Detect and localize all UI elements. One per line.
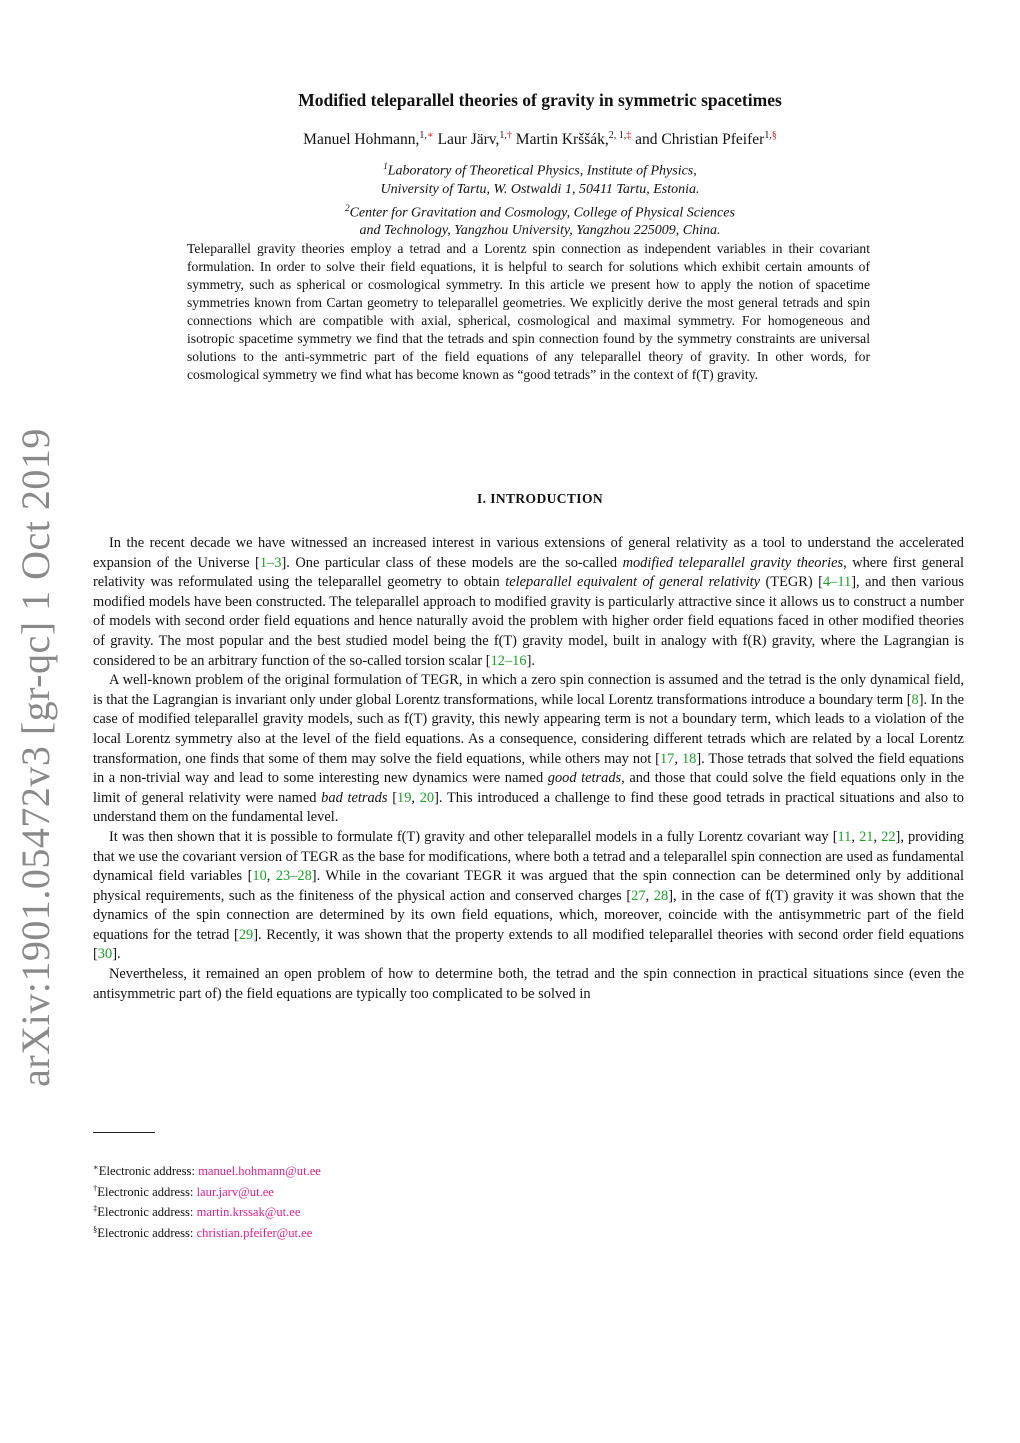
text-run: Nevertheless, it remained an open problem of how to determine both, the tetrad and the spin connection in practical situations since (even the antisymmetric part of) the field equations are typically too complicated to be solved in	[93, 966, 964, 1002]
citation-link[interactable]: 20	[419, 789, 435, 806]
citation-link[interactable]: 12–16	[490, 652, 527, 669]
text-run: , where first general relativity was reformulated using the teleparallel geometry to obtain	[93, 554, 964, 591]
text-run: It was then shown that it is possible to formulate f(T) gravity and other teleparallel models in a fully Lorentz covariant way [	[109, 828, 838, 845]
author-affiliation-sup: 2, 1,	[608, 130, 627, 141]
footnote-label: Electronic address:	[97, 1184, 197, 1199]
citation-link[interactable]: 22	[881, 828, 896, 845]
footnote-label: Electronic address:	[97, 1225, 197, 1240]
text-run: ], providing that we use the covariant version of TEGR as the base for modifications, where both a tetrad and a teleparallel spin connection are used as fundamental dynamical field variables [	[93, 828, 964, 885]
text-run: ]. Recently, it was shown that the property extends to all modified teleparallel theories with second order field equations [	[93, 926, 964, 963]
citation-link[interactable]: 19	[397, 789, 412, 806]
author-mark[interactable]: §	[771, 130, 777, 141]
footnote	[93, 1200, 693, 1221]
footnote	[93, 1221, 693, 1242]
citation-link[interactable]: 23–28	[275, 868, 312, 885]
affiliation-sup: 1	[383, 161, 388, 171]
footnote-label: Electronic address:	[97, 1205, 197, 1220]
citation-link[interactable]: 8	[911, 691, 919, 708]
email-link[interactable]: martin.krssak@ut.ee	[196, 1205, 301, 1220]
citation-link[interactable]: 27	[631, 887, 646, 904]
paragraph	[93, 828, 964, 965]
author-list	[90, 130, 990, 149]
text-run: A well-known problem of the original formulation of TEGR, in which a zero spin connection is assumed and the tetrad is the only dynamical field, is that the Lagrangian is invariant only under global Lorentz transformations, while local Lorentz transformations introduce a boundary term [	[93, 672, 964, 708]
text-run: ,	[851, 828, 860, 845]
paragraph	[93, 671, 964, 828]
citation-link[interactable]: 10	[252, 868, 267, 885]
footnote-divider	[93, 1132, 155, 1133]
emphasis: teleparallel equivalent of general relativity	[505, 574, 761, 591]
citation-link[interactable]: 18	[681, 750, 697, 767]
text-run: (TEGR) [	[760, 574, 823, 591]
text-run: ]. This introduced a challenge to find these good tetrads in practical situations and also to understand them on the fundamental level.	[93, 789, 964, 826]
text-run: ].	[112, 946, 121, 963]
introduction-body	[93, 534, 964, 1004]
emphasis: good tetrads	[547, 770, 622, 787]
citation-link[interactable]: 1–3	[259, 554, 282, 571]
author-name: Laur Järv,	[437, 131, 500, 149]
text-run: ,	[674, 750, 682, 767]
text-run: ,	[645, 887, 654, 904]
paper-title: Modified teleparallel theories of gravity in symmetric spacetimes	[298, 90, 782, 110]
author-mark[interactable]: ∗	[426, 130, 434, 141]
text-run: ,	[411, 789, 420, 806]
author-name: Martin Krššák,	[515, 131, 609, 149]
footnote-mark: †	[93, 1182, 98, 1193]
text-run: , and those that could solve the field equations only in the limit of general relativity were named	[93, 770, 965, 806]
text-run: ].	[526, 652, 535, 669]
section-heading: I. INTRODUCTION	[476, 491, 604, 506]
affiliations	[120, 157, 960, 240]
email-link[interactable]: christian.pfeifer@ut.ee	[196, 1225, 313, 1240]
text-run: ]. While in the covariant TEGR it was argued that the spin connection can be determined only by additional physical requirements, such as the finiteness of the physical action and conserved charges [	[93, 868, 965, 904]
affiliation-text: Center for Gravitation and Cosmology, College of Physical Sciences	[349, 205, 735, 221]
citation-link[interactable]: 29	[238, 926, 254, 943]
footnote-mark: ‡	[93, 1203, 98, 1214]
text-run: ], in the case of f(T) gravity it was shown that the dynamics of the spin connection are determined by its own field equations, which, moreover, coincide with the antisymmetric part of the field equations for the tetrad [	[93, 887, 965, 943]
text-run: ], and then various modified models have been constructed. The teleparallel approach to modified gravity is particularly attractive since it allows us to construct a number of models with second order field equations and hence naturally avoid the problem with higher order field equations faced in other modified theories of gravity. The most popular and the best studied model being the f(T) gravity model, built in analogy with f(R) gravity, where the Lagrangian is considered to be an arbitrary function of the so-called torsion scalar [	[93, 574, 964, 669]
footnotes	[93, 1159, 693, 1241]
text-run: ]. In the case of modified teleparallel gravity models, such as f(T) gravity, this newly appearing term is not a boundary term, which leads to a violation of the local Lorentz symmetry also at the level of the field equations. As a consequence, considering different tetrads which are related by a local Lorentz transformation, one finds that some of them may solve the field equations, while others may not [	[93, 691, 965, 767]
text-run: In the recent decade we have witnessed an increased interest in various extensions of general relativity as a tool to understand the accelerated expansion of the Universe [	[93, 535, 964, 571]
citation-link[interactable]: 17	[659, 750, 675, 767]
text-run: ]. Those tetrads that solved the field equations in a non-trivial way and lead to some interesting new dynamics were named	[93, 750, 964, 787]
email-link[interactable]: laur.jarv@ut.ee	[196, 1184, 274, 1199]
author-mark[interactable]: ‡	[626, 130, 632, 141]
emphasis: modified teleparallel gravity theories	[622, 554, 844, 571]
author-affiliation-sup: 1,	[499, 130, 507, 141]
affiliation-line	[120, 157, 960, 181]
author-conjunction: and	[635, 131, 658, 149]
author-mark[interactable]: †	[506, 130, 512, 141]
paragraph	[93, 534, 964, 671]
arxiv-identifier-text: arXiv:1901.05472v3 [gr-qc] 1 Oct 2019	[12, 427, 58, 1087]
abstract-text: Teleparallel gravity theories employ a tetrad and a Lorentz spin connection as independent variables in their covariant formulation. In order to solve their field equations, it is helpful to search for solutions which exhibit certain amounts of symmetry, such as spherical or cosmological symmetry. In this article we present how to apply the notion of spacetime symmetries known from Cartan geometry to teleparallel geometries. We explicitly derive the most general tetrads and spin connections which are compatible with axial, spherical, cosmological and maximal symmetry. For homogeneous and isotropic spacetime symmetry we find that the tetrads and spin connection found by the symmetry constraints are universal solutions to the anti-symmetric part of the field equations of any teleparallel theory of gravity. In other words, for cosmological symmetry we find what has become known as “good tetrads” in the context of f(T) gravity.	[187, 241, 870, 382]
email-link[interactable]: manuel.hohmann@ut.ee	[198, 1164, 321, 1179]
affiliation-line: University of Tartu, W. Ostwaldi 1, 50411 Tartu, Estonia.	[380, 181, 700, 197]
abstract	[187, 240, 870, 384]
author-affiliation-sup: 1,	[419, 130, 427, 141]
emphasis: bad tetrads	[321, 789, 388, 806]
author-affiliation-sup: 1,	[764, 130, 772, 141]
footnote	[93, 1159, 693, 1180]
citation-link[interactable]: 28	[653, 887, 669, 904]
text-run: ,	[266, 868, 276, 885]
arxiv-identifier-stamp	[0, 427, 70, 1087]
footnote-label: Electronic address:	[98, 1164, 199, 1179]
citation-link[interactable]: 11	[837, 828, 852, 845]
footnote	[93, 1180, 693, 1201]
affiliation-text: Laboratory of Theoretical Physics, Institute of Physics,	[387, 163, 697, 179]
text-run: ]. One particular class of these models are the so-called	[281, 554, 623, 571]
text-run: [	[387, 789, 397, 806]
affiliation-line: and Technology, Yangzhou University, Yangzhou 225009, China.	[359, 223, 721, 239]
citation-link[interactable]: 4–11	[822, 574, 852, 591]
text-run: ,	[873, 828, 882, 845]
author-name: Manuel Hohmann,	[303, 131, 420, 149]
affiliation-line	[120, 199, 960, 223]
paragraph	[93, 965, 964, 1004]
author-name: Christian Pfeifer	[661, 131, 765, 149]
affiliation-sup: 2	[345, 202, 350, 213]
footnote-mark: ∗	[93, 1162, 99, 1172]
footnote-mark: §	[93, 1223, 98, 1234]
citation-link[interactable]: 30	[97, 946, 113, 963]
citation-link[interactable]: 21	[859, 828, 874, 845]
